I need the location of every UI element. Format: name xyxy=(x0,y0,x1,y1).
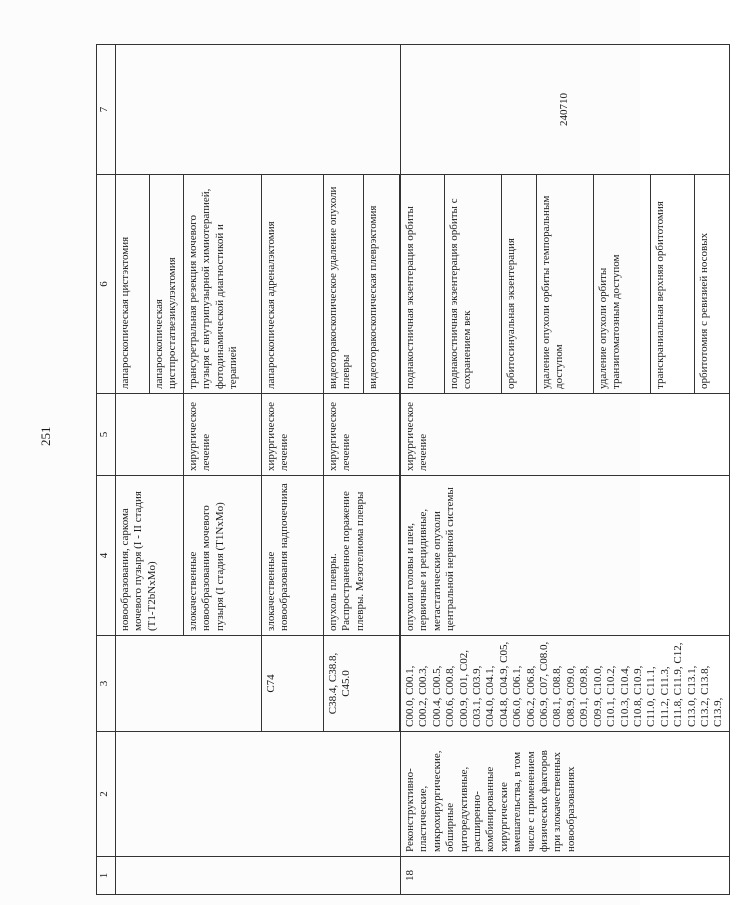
cell-treatment: хирургическое лечение xyxy=(262,394,324,476)
header-col-6: 6 xyxy=(97,175,116,394)
cell-treatment: хирургическое лечение xyxy=(401,394,730,476)
cell-diagnosis: злокачественные новообразования мочевого пузыря (I стадия (T1NxMo) xyxy=(184,476,262,636)
header-col-4: 4 xyxy=(97,476,116,636)
table-row-18 xyxy=(401,45,445,895)
cell-procedure: видеоторакоскопическая плеврэктомия xyxy=(364,175,400,394)
cell-method-empty xyxy=(116,732,401,857)
cell-method: Реконструктивно-пластические, микрохирургические, обширные циторедуктивные, расширенно-комбинированные хирургические вмешательства, в том числе с применением физических факторов при злокачественных новообразованиях xyxy=(401,732,730,857)
cell-procedure: поднакостничная экзентерация орбиты с сохранением век xyxy=(445,175,502,394)
cell-diagnosis: новообразования, саркома мочевого пузыря (I - II стадия (T1-T2bNxMo) xyxy=(116,476,184,636)
page-number: 251 xyxy=(38,426,53,446)
cell-code-empty xyxy=(116,636,262,732)
cell-row-number: 18 xyxy=(401,857,730,895)
cell-cost-empty xyxy=(116,45,401,175)
cell-procedure: орбитотомия с ревизией носовых xyxy=(695,175,730,394)
cell-procedure: поднакостничная экзентерация орбиты xyxy=(401,175,445,394)
header-col-5: 5 xyxy=(97,394,116,476)
cell-procedure: удаление опухоли орбиты темпоральным доступом xyxy=(536,175,593,394)
cell-cost: 240710 xyxy=(401,45,730,175)
cell-diagnosis: злокачественные новообразования надпочечника xyxy=(262,476,324,636)
cell-procedure: удаление опухоли орбиты транзигоматозным доступом xyxy=(593,175,650,394)
cell-treatment-empty xyxy=(116,394,184,476)
cell-procedure: видеоторакоскопическое удаление опухоли плевры xyxy=(324,175,364,394)
cell-procedure: трансуретральная резекция мочевого пузыря с внутрипузырной химиотерапией, фотодинамической диагностикой и терапией xyxy=(184,175,262,394)
cell-procedure: транскраниальная верхняя орбитотомия xyxy=(651,175,695,394)
header-row xyxy=(97,45,116,895)
header-col-7: 7 xyxy=(97,45,116,175)
cell-num-empty xyxy=(116,857,401,895)
cell-code: C74 xyxy=(262,636,324,732)
header-col-3: 3 xyxy=(97,636,116,732)
cell-procedure: орбитосинуальная экзентерация xyxy=(502,175,537,394)
medical-care-table xyxy=(96,45,725,895)
cell-procedure: лапароскопическая адреналэктомия xyxy=(262,175,324,394)
cell-diagnosis: опухоли головы и шеи, первичные и рецидивные, метастатические опухоли центральной нервной системы xyxy=(401,476,730,636)
cell-treatment: хирургическое лечение xyxy=(324,394,400,476)
header-col-2: 2 xyxy=(97,732,116,857)
cell-code: C38.4, C38.8, C45.0 xyxy=(324,636,400,732)
header-col-1: 1 xyxy=(97,857,116,895)
cell-procedure: лапароскопическая цистпростатвезикулэктомия xyxy=(150,175,184,394)
cell-procedure: лапароскопическая цистэктомия xyxy=(116,175,150,394)
cell-codes: C00.0, C00.1, C00.2, C00.3, C00.4, C00.5, C00.6, C00.8, C00.9, C01, C02, C03.1, C03.9, C04.0, C04.1, C04.8, C04.9, C05, C06.0, C06.1, C06.2, C06.8, C06.9, C07, C08.0, C08.1, C08.8, C08.9, C09.0, C09.1, C09.8, C09.9, C10.0, C10.1, C10.2, C10.3, C10.4, C10.8, C10.9, C11.0, C11.1, C11.2, C11.3, C11.8, C11.9, C12, C13.0, C13.1, C13.2, C13.8, C13.9, xyxy=(401,636,730,732)
cell-treatment: хирургическое лечение xyxy=(184,394,262,476)
table-row xyxy=(116,45,150,895)
cell-diagnosis: опухоль плевры. Распространенное поражение плевры. Мезотелиома плевры xyxy=(324,476,400,636)
